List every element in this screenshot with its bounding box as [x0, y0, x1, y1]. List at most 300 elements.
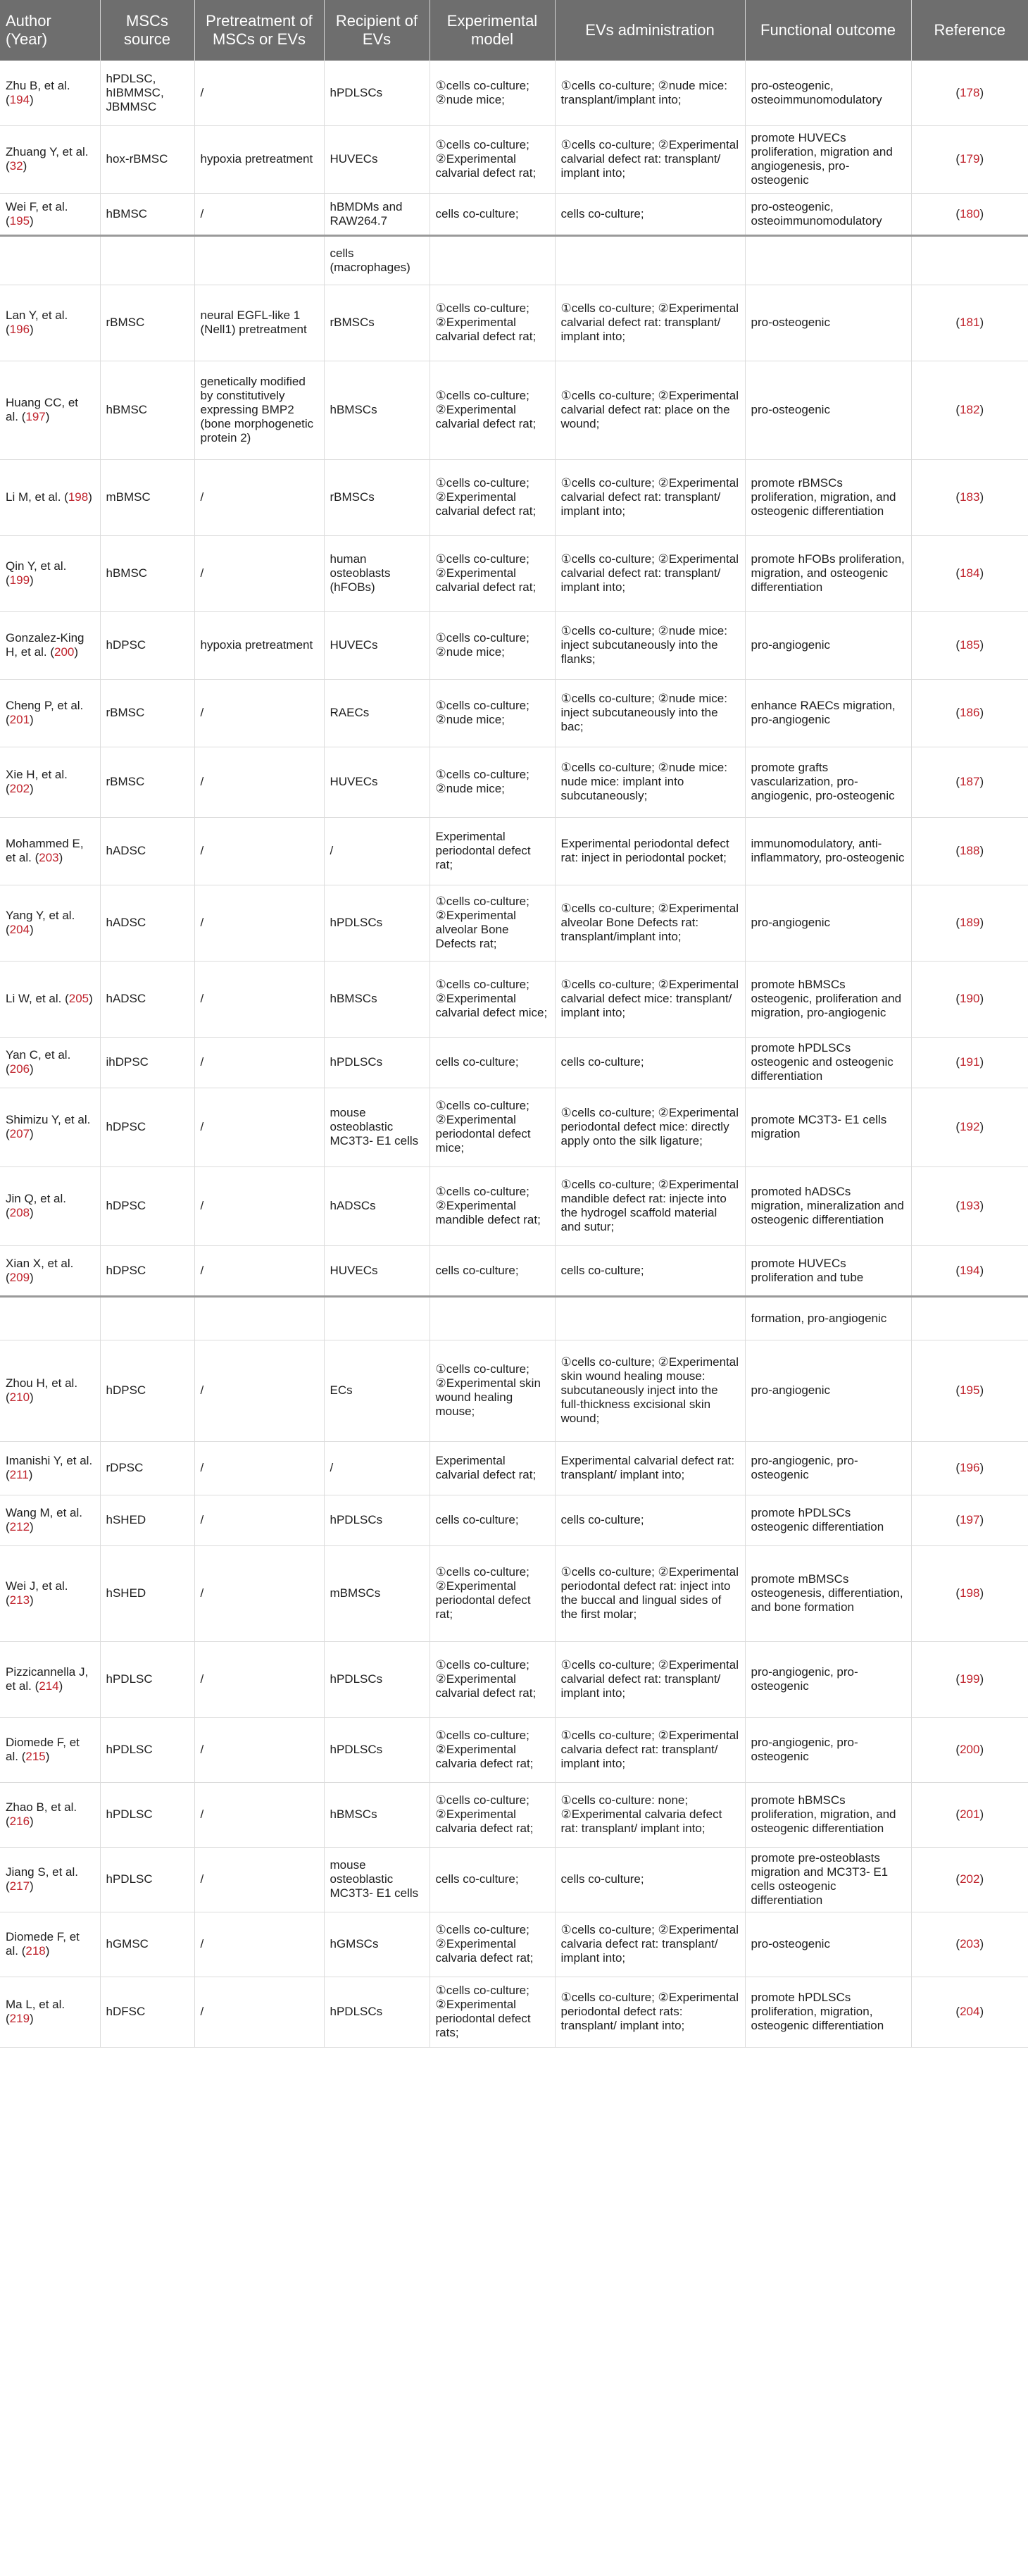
pretreatment-cell: /	[194, 1245, 324, 1296]
author-name: Zhou H, et al.	[6, 1376, 78, 1390]
author-name: Xie H, et al.	[6, 768, 68, 781]
author-name: Jiang S, et al.	[6, 1865, 79, 1879]
reference-link[interactable]: 196	[960, 1461, 980, 1474]
evs-administration-cell: ①cells co-culture; ②Experimental calvarial defect rat: transplant/ implant into;	[555, 459, 745, 535]
experimental-model-cell: ①cells co-culture; ②nude mice;	[430, 747, 555, 817]
functional-outcome-cell: promoted hADSCs migration, mineralization and osteogenic differentiation	[745, 1166, 911, 1245]
author-cell: Li W, et al. (205)	[0, 961, 100, 1037]
functional-outcome-cell: promote hBMSCs osteogenic, proliferation and migration, pro-angiogenic	[745, 961, 911, 1037]
author-name: Yang Y, et al.	[6, 909, 75, 922]
recipient-cell: HUVECs	[324, 747, 430, 817]
recipient-cell: /	[324, 817, 430, 885]
experimental-model-cell	[430, 235, 555, 285]
reference-cell: (183)	[911, 459, 1028, 535]
reference-link[interactable]: 202	[960, 1872, 980, 1886]
table-row	[0, 1441, 1028, 1495]
pretreatment-cell: neural EGFL-like 1 (Nell1) pretreatment	[194, 285, 324, 361]
evs-administration-cell: ①cells co-culture; ②nude mice: transplant/implant into;	[555, 61, 745, 125]
experimental-model-cell: ①cells co-culture; ②Experimental calvarial defect rat;	[430, 459, 555, 535]
author-name: Zhao B, et al.	[6, 1800, 77, 1814]
reference-cell: (203)	[911, 1912, 1028, 1977]
recipient-cell	[324, 1296, 430, 1340]
evs-administration-cell: cells co-culture;	[555, 1495, 745, 1545]
pretreatment-cell	[194, 1296, 324, 1340]
header-reference: Reference	[911, 0, 1028, 61]
evs-administration-cell: ①cells co-culture; ②Experimental periodontal defect rats: transplant/ implant into;	[555, 1977, 745, 2047]
citation-link[interactable]: 209	[9, 1270, 30, 1284]
reference-link[interactable]: 182	[960, 403, 980, 416]
msc-source-cell: hDPSC	[100, 1088, 194, 1166]
table-row	[0, 1977, 1028, 2047]
table-row	[0, 611, 1028, 679]
header-row	[0, 0, 1028, 61]
table-row	[0, 1847, 1028, 1912]
pretreatment-cell: /	[194, 1782, 324, 1847]
evs-administration-cell: ①cells co-culture: none; ②Experimental calvaria defect rat: transplant/ implant into;	[555, 1782, 745, 1847]
reference-cell: (179)	[911, 125, 1028, 193]
recipient-cell: rBMSCs	[324, 285, 430, 361]
reference-cell: (190)	[911, 961, 1028, 1037]
evs-administration-cell: ①cells co-culture; ②Experimental calvarial defect rat: transplant/ implant into;	[555, 125, 745, 193]
pretreatment-cell: /	[194, 1912, 324, 1977]
evs-administration-cell: ①cells co-culture; ②Experimental periodontal defect mice: directly apply onto the silk ligature;	[555, 1088, 745, 1166]
reference-link[interactable]: 178	[960, 85, 980, 99]
author-cell: Wang M, et al. (212)	[0, 1495, 100, 1545]
msc-source-cell: hADSC	[100, 885, 194, 961]
author-name: Li W, et al.	[6, 992, 62, 1005]
author-name: Gonzalez-King H, et al.	[6, 631, 84, 659]
pretreatment-cell: /	[194, 885, 324, 961]
recipient-cell: hPDLSCs	[324, 1495, 430, 1545]
reference-link[interactable]: 203	[960, 1937, 980, 1950]
functional-outcome-cell: immunomodulatory, anti-inflammatory, pro-osteogenic	[745, 817, 911, 885]
citation-link[interactable]: 211	[9, 1468, 29, 1481]
reference-link[interactable]: 188	[960, 844, 980, 857]
author-cell: Imanishi Y, et al. (211)	[0, 1441, 100, 1495]
author-name: Huang CC, et al.	[6, 396, 78, 423]
msc-source-cell: rBMSC	[100, 747, 194, 817]
author-name: Diomede F, et al.	[6, 1736, 80, 1763]
recipient-cell: RAECs	[324, 679, 430, 747]
header-experimental-model: Experimental model	[430, 0, 555, 61]
author-cell: Diomede F, et al. (218)	[0, 1912, 100, 1977]
author-name: Lan Y, et al.	[6, 309, 68, 322]
author-name: Wei J, et al.	[6, 1579, 68, 1593]
evs-administration-cell: cells co-culture;	[555, 1037, 745, 1088]
author-cell: Wei F, et al. (195)	[0, 193, 100, 235]
table-row	[0, 1245, 1028, 1296]
pretreatment-cell: /	[194, 1088, 324, 1166]
header-functional-outcome: Functional outcome	[745, 0, 911, 61]
recipient-cell: ECs	[324, 1340, 430, 1441]
experimental-model-cell: ①cells co-culture; ②nude mice;	[430, 61, 555, 125]
msc-source-cell: hPDLSC	[100, 1782, 194, 1847]
msc-source-cell: hPDLSC	[100, 1847, 194, 1912]
reference-cell: (199)	[911, 1641, 1028, 1717]
evs-administration-cell	[555, 1296, 745, 1340]
msc-source-cell: hPDLSC	[100, 1717, 194, 1782]
functional-outcome-cell: promote hBMSCs proliferation, migration, and osteogenic differentiation	[745, 1782, 911, 1847]
pretreatment-cell	[194, 235, 324, 285]
author-cell: Diomede F, et al. (215)	[0, 1717, 100, 1782]
pretreatment-cell: /	[194, 61, 324, 125]
functional-outcome-cell: pro-angiogenic, pro-osteogenic	[745, 1641, 911, 1717]
experimental-model-cell: ①cells co-culture; ②Experimental periodontal defect mice;	[430, 1088, 555, 1166]
evs-administration-cell: Experimental periodontal defect rat: inject in periodontal pocket;	[555, 817, 745, 885]
evs-administration-cell: cells co-culture;	[555, 1847, 745, 1912]
evs-administration-cell: ①cells co-culture; ②Experimental calvarial defect rat: transplant/ implant into;	[555, 285, 745, 361]
reference-cell: (181)	[911, 285, 1028, 361]
reference-link[interactable]: 197	[960, 1513, 980, 1526]
functional-outcome-cell: promote mBMSCs osteogenesis, differentiation, and bone formation	[745, 1545, 911, 1641]
citation-link[interactable]: 219	[9, 2012, 30, 2025]
pretreatment-cell: /	[194, 1717, 324, 1782]
author-name: Shimizu Y, et al.	[6, 1113, 91, 1126]
table-row	[0, 817, 1028, 885]
experimental-model-cell: Experimental calvarial defect rat;	[430, 1441, 555, 1495]
functional-outcome-cell	[745, 235, 911, 285]
evs-administration-cell: ①cells co-culture; ②Experimental alveolar Bone Defects rat: transplant/implant into;	[555, 885, 745, 961]
author-cell: Li M, et al. (198)	[0, 459, 100, 535]
author-cell	[0, 235, 100, 285]
author-name: Yan C, et al.	[6, 1048, 71, 1062]
author-cell: Mohammed E, et al. (203)	[0, 817, 100, 885]
reference-link[interactable]: 187	[960, 775, 980, 788]
pretreatment-cell: /	[194, 1166, 324, 1245]
author-cell: Shimizu Y, et al. (207)	[0, 1088, 100, 1166]
reference-cell	[911, 235, 1028, 285]
reference-cell: (184)	[911, 535, 1028, 611]
citation-link[interactable]: 218	[25, 1944, 46, 1958]
msc-source-cell: rBMSC	[100, 679, 194, 747]
table-row	[0, 125, 1028, 193]
author-cell: Jin Q, et al. (208)	[0, 1166, 100, 1245]
reference-cell: (182)	[911, 361, 1028, 459]
reference-link[interactable]: 189	[960, 916, 980, 929]
author-cell: Cheng P, et al. (201)	[0, 679, 100, 747]
reference-link[interactable]: 198	[960, 1586, 980, 1600]
evs-administration-cell: ①cells co-culture; ②Experimental calvarial defect rat: transplant/ implant into;	[555, 1641, 745, 1717]
citation-link[interactable]: 212	[9, 1520, 30, 1533]
msc-source-cell: hDPSC	[100, 1340, 194, 1441]
citation-link[interactable]: 205	[68, 992, 89, 1005]
experimental-model-cell: cells co-culture;	[430, 1245, 555, 1296]
table-row	[0, 285, 1028, 361]
citation-link[interactable]: 200	[54, 645, 75, 659]
experimental-model-cell: ①cells co-culture; ②Experimental calvarial defect rat;	[430, 125, 555, 193]
author-name: Wei F, et al.	[6, 199, 68, 213]
table-row	[0, 361, 1028, 459]
pretreatment-cell: genetically modified by constitutively expressing BMP2 (bone morphogenetic protein 2)	[194, 361, 324, 459]
reference-cell: (197)	[911, 1495, 1028, 1545]
experimental-model-cell: ①cells co-culture; ②Experimental alveolar Bone Defects rat;	[430, 885, 555, 961]
evs-administration-cell: ①cells co-culture; ②nude mice: inject subcutaneously into the flanks;	[555, 611, 745, 679]
experimental-model-cell: ①cells co-culture; ②nude mice;	[430, 611, 555, 679]
author-cell: Yan C, et al. (206)	[0, 1037, 100, 1088]
reference-link[interactable]: 185	[960, 638, 980, 652]
evs-administration-cell: cells co-culture;	[555, 1245, 745, 1296]
msc-source-cell: ihDPSC	[100, 1037, 194, 1088]
reference-link[interactable]: 184	[960, 566, 980, 580]
reference-cell: (186)	[911, 679, 1028, 747]
author-cell: Huang CC, et al. (197)	[0, 361, 100, 459]
recipient-cell: HUVECs	[324, 611, 430, 679]
reference-cell: (195)	[911, 1340, 1028, 1441]
reference-link[interactable]: 201	[960, 1807, 980, 1821]
msc-source-cell: hBMSC	[100, 361, 194, 459]
evs-administration-cell: ①cells co-culture; ②Experimental mandible defect rat: injecte into the hydrogel scaffold material and sutur;	[555, 1166, 745, 1245]
msc-source-cell: hADSC	[100, 961, 194, 1037]
table-row	[0, 1088, 1028, 1166]
reference-cell: (191)	[911, 1037, 1028, 1088]
reference-link[interactable]: 181	[960, 316, 980, 329]
table-row	[0, 1545, 1028, 1641]
citation-link[interactable]: 195	[9, 213, 30, 228]
reference-cell: (185)	[911, 611, 1028, 679]
citation-link[interactable]: 197	[25, 410, 46, 423]
functional-outcome-cell: pro-osteogenic	[745, 285, 911, 361]
pretreatment-cell: hypoxia pretreatment	[194, 125, 324, 193]
author-name: Qin Y, et al.	[6, 559, 67, 573]
citation-link[interactable]: 201	[9, 713, 30, 726]
citation-link[interactable]: 208	[9, 1206, 30, 1219]
msc-source-cell: hPDLSC	[100, 1641, 194, 1717]
experimental-model-cell: ①cells co-culture; ②Experimental calvarial defect mice;	[430, 961, 555, 1037]
author-name: Diomede F, et al.	[6, 1930, 80, 1958]
experimental-model-cell: cells co-culture;	[430, 1847, 555, 1912]
functional-outcome-cell: pro-angiogenic	[745, 1340, 911, 1441]
citation-link[interactable]: 217	[9, 1879, 30, 1893]
reference-cell: (204)	[911, 1977, 1028, 2047]
citation-link[interactable]: 216	[9, 1815, 30, 1828]
msc-source-cell: mBMSC	[100, 459, 194, 535]
pretreatment-cell: /	[194, 817, 324, 885]
experimental-model-cell: ①cells co-culture; ②Experimental calvaria defect rat;	[430, 1912, 555, 1977]
reference-link[interactable]: 204	[960, 2005, 980, 2018]
experimental-model-cell: ①cells co-culture; ②Experimental calvarial defect rat;	[430, 285, 555, 361]
recipient-cell: hGMSCs	[324, 1912, 430, 1977]
functional-outcome-cell: promote hFOBs proliferation, migration, and osteogenic differentiation	[745, 535, 911, 611]
experimental-model-cell: ①cells co-culture; ②Experimental periodontal defect rats;	[430, 1977, 555, 2047]
reference-cell: (198)	[911, 1545, 1028, 1641]
author-cell: Xian X, et al. (209)	[0, 1245, 100, 1296]
citation-link[interactable]: 210	[9, 1390, 30, 1404]
citation-link[interactable]: 202	[9, 782, 30, 795]
author-cell: Jiang S, et al. (217)	[0, 1847, 100, 1912]
recipient-cell: hPDLSCs	[324, 61, 430, 125]
header-msc-source: MSCs source	[100, 0, 194, 61]
reference-cell: (180)	[911, 193, 1028, 235]
table-row	[0, 1037, 1028, 1088]
reference-cell: (194)	[911, 1245, 1028, 1296]
recipient-cell: mBMSCs	[324, 1545, 430, 1641]
table-row	[0, 61, 1028, 125]
citation-link[interactable]: 203	[39, 851, 59, 864]
author-cell: Zhao B, et al. (216)	[0, 1782, 100, 1847]
header-recipient: Recipient of EVs	[324, 0, 430, 61]
reference-cell: (200)	[911, 1717, 1028, 1782]
reference-link[interactable]: 199	[960, 1672, 980, 1686]
evs-administration-cell: Experimental calvarial defect rat: transplant/ implant into;	[555, 1441, 745, 1495]
table-row	[0, 459, 1028, 535]
functional-outcome-cell: pro-osteogenic	[745, 1912, 911, 1977]
author-name: Zhu B, et al.	[6, 78, 70, 92]
msc-source-cell: hSHED	[100, 1545, 194, 1641]
evs-administration-cell: cells co-culture;	[555, 193, 745, 235]
table-row	[0, 747, 1028, 817]
functional-outcome-cell: pro-osteogenic, osteoimmunomodulatory	[745, 193, 911, 235]
citation-link[interactable]: 215	[25, 1750, 46, 1763]
reference-cell	[911, 1296, 1028, 1340]
citation-link[interactable]: 199	[9, 573, 30, 587]
table-row	[0, 1782, 1028, 1847]
functional-outcome-cell: promote grafts vascularization, pro-angiogenic, pro-osteogenic	[745, 747, 911, 817]
reference-link[interactable]: 179	[960, 152, 980, 166]
author-cell: Zhuang Y, et al. (32)	[0, 125, 100, 193]
author-name: Li M, et al.	[6, 490, 61, 504]
experimental-model-cell: ①cells co-culture; ②Experimental calvarial defect rat;	[430, 361, 555, 459]
evs-administration-cell: ①cells co-culture; ②Experimental calvarial defect mice: transplant/ implant into;	[555, 961, 745, 1037]
experimental-model-cell: ①cells co-culture; ②Experimental skin wound healing mouse;	[430, 1340, 555, 1441]
reference-link[interactable]: 183	[960, 490, 980, 504]
author-cell: Lan Y, et al. (196)	[0, 285, 100, 361]
functional-outcome-cell: pro-osteogenic, osteoimmunomodulatory	[745, 61, 911, 125]
reference-link[interactable]: 193	[960, 1199, 980, 1212]
recipient-cell: hADSCs	[324, 1166, 430, 1245]
experimental-model-cell: ①cells co-culture; ②Experimental periodontal defect rat;	[430, 1545, 555, 1641]
author-cell: Xie H, et al. (202)	[0, 747, 100, 817]
functional-outcome-cell: pro-angiogenic	[745, 611, 911, 679]
table-body	[0, 61, 1028, 2047]
reference-cell: (189)	[911, 885, 1028, 961]
functional-outcome-cell: pro-osteogenic	[745, 361, 911, 459]
reference-link[interactable]: 190	[960, 992, 980, 1005]
citation-link[interactable]: 196	[9, 323, 30, 336]
reference-cell: (187)	[911, 747, 1028, 817]
functional-outcome-cell: promote hPDLSCs osteogenic and osteogenic differentiation	[745, 1037, 911, 1088]
msc-source-cell: hSHED	[100, 1495, 194, 1545]
reference-link[interactable]: 186	[960, 706, 980, 719]
table-row	[0, 1296, 1028, 1340]
author-name: Pizzicannella J, et al.	[6, 1665, 89, 1693]
author-name: Imanishi Y, et al.	[6, 1454, 93, 1467]
pretreatment-cell: /	[194, 535, 324, 611]
author-name: Ma L, et al.	[6, 1998, 65, 2011]
msc-source-cell: hPDLSC, hIBMMSC, JBMMSC	[100, 61, 194, 125]
table-row	[0, 679, 1028, 747]
recipient-cell: hBMSCs	[324, 361, 430, 459]
pretreatment-cell: /	[194, 1641, 324, 1717]
msc-source-cell: hADSC	[100, 817, 194, 885]
pretreatment-cell: /	[194, 193, 324, 235]
functional-outcome-cell: promote rBMSCs proliferation, migration, and osteogenic differentiation	[745, 459, 911, 535]
table-row	[0, 1166, 1028, 1245]
author-cell: Ma L, et al. (219)	[0, 1977, 100, 2047]
functional-outcome-cell: pro-angiogenic	[745, 885, 911, 961]
functional-outcome-cell: promote HUVECs proliferation and tube	[745, 1245, 911, 1296]
reference-link[interactable]: 191	[960, 1055, 980, 1069]
pretreatment-cell: /	[194, 961, 324, 1037]
msc-source-cell	[100, 1296, 194, 1340]
reference-cell: (188)	[911, 817, 1028, 885]
reference-link[interactable]: 195	[960, 1383, 980, 1397]
table-row	[0, 1717, 1028, 1782]
msc-source-cell: rDPSC	[100, 1441, 194, 1495]
evs-administration-cell: ①cells co-culture; ②Experimental calvaria defect rat: transplant/ implant into;	[555, 1717, 745, 1782]
citation-link[interactable]: 213	[9, 1593, 30, 1607]
msc-source-cell: rBMSC	[100, 285, 194, 361]
header-evs-administration: EVs administration	[555, 0, 745, 61]
experimental-model-cell: cells co-culture;	[430, 1495, 555, 1545]
author-name: Wang M, et al.	[6, 1506, 82, 1519]
pretreatment-cell: hypoxia pretreatment	[194, 611, 324, 679]
header-author: Author (Year)	[0, 0, 100, 61]
pretreatment-cell: /	[194, 679, 324, 747]
experimental-model-cell: ①cells co-culture; ②Experimental calvaria defect rat;	[430, 1717, 555, 1782]
reference-link[interactable]: 192	[960, 1120, 980, 1133]
table-row	[0, 961, 1028, 1037]
msc-source-cell: hDPSC	[100, 1166, 194, 1245]
recipient-cell: hBMSCs	[324, 961, 430, 1037]
evs-administration-cell: ①cells co-culture; ②Experimental calvarial defect rat: place on the wound;	[555, 361, 745, 459]
author-cell: Pizzicannella J, et al. (214)	[0, 1641, 100, 1717]
citation-link[interactable]: 32	[9, 159, 23, 173]
citation-link[interactable]: 198	[68, 490, 89, 504]
table-row	[0, 1641, 1028, 1717]
citation-link[interactable]: 194	[9, 92, 30, 106]
experimental-model-cell: cells co-culture;	[430, 1037, 555, 1088]
functional-outcome-cell: formation, pro-angiogenic	[745, 1296, 911, 1340]
pretreatment-cell: /	[194, 1847, 324, 1912]
functional-outcome-cell: promote hPDLSCs osteogenic differentiation	[745, 1495, 911, 1545]
recipient-cell: hPDLSCs	[324, 1717, 430, 1782]
citation-link[interactable]: 206	[9, 1062, 30, 1076]
reference-cell: (196)	[911, 1441, 1028, 1495]
citation-link[interactable]: 204	[9, 923, 30, 936]
pretreatment-cell: /	[194, 1340, 324, 1441]
experimental-model-cell: ①cells co-culture; ②Experimental calvaria defect rat;	[430, 1782, 555, 1847]
experimental-model-cell: ①cells co-culture; ②Experimental calvarial defect rat;	[430, 1641, 555, 1717]
experimental-model-cell	[430, 1296, 555, 1340]
citation-link[interactable]: 207	[9, 1127, 30, 1140]
reference-link[interactable]: 200	[960, 1743, 980, 1756]
recipient-cell: /	[324, 1441, 430, 1495]
msc-source-cell: hGMSC	[100, 1912, 194, 1977]
recipient-cell: human osteoblasts (hFOBs)	[324, 535, 430, 611]
recipient-cell: mouse osteoblastic MC3T3- E1 cells	[324, 1088, 430, 1166]
experimental-model-cell: Experimental periodontal defect rat;	[430, 817, 555, 885]
functional-outcome-cell: promote HUVECs proliferation, migration and angiogenesis, pro-osteogenic	[745, 125, 911, 193]
pretreatment-cell: /	[194, 1441, 324, 1495]
pretreatment-cell: /	[194, 1545, 324, 1641]
recipient-cell: hBMSCs	[324, 1782, 430, 1847]
pretreatment-cell: /	[194, 747, 324, 817]
author-name: Jin Q, et al.	[6, 1192, 66, 1205]
reference-cell: (178)	[911, 61, 1028, 125]
functional-outcome-cell: promote pre-osteoblasts migration and MC3T3- E1 cells osteogenic differentiation	[745, 1847, 911, 1912]
functional-outcome-cell: promote hPDLSCs proliferation, migration, osteogenic differentiation	[745, 1977, 911, 2047]
table-row	[0, 1495, 1028, 1545]
reference-link[interactable]: 194	[960, 1263, 980, 1277]
author-cell	[0, 1296, 100, 1340]
msc-source-cell	[100, 235, 194, 285]
reference-link[interactable]: 180	[960, 206, 980, 220]
citation-link[interactable]: 214	[39, 1679, 59, 1693]
pretreatment-cell: /	[194, 459, 324, 535]
evs-administration-cell: ①cells co-culture; ②Experimental calvarial defect rat: transplant/ implant into;	[555, 535, 745, 611]
recipient-cell: hPDLSCs	[324, 885, 430, 961]
evs-administration-cell: ①cells co-culture; ②nude mice: nude mice: implant into subcutaneously;	[555, 747, 745, 817]
